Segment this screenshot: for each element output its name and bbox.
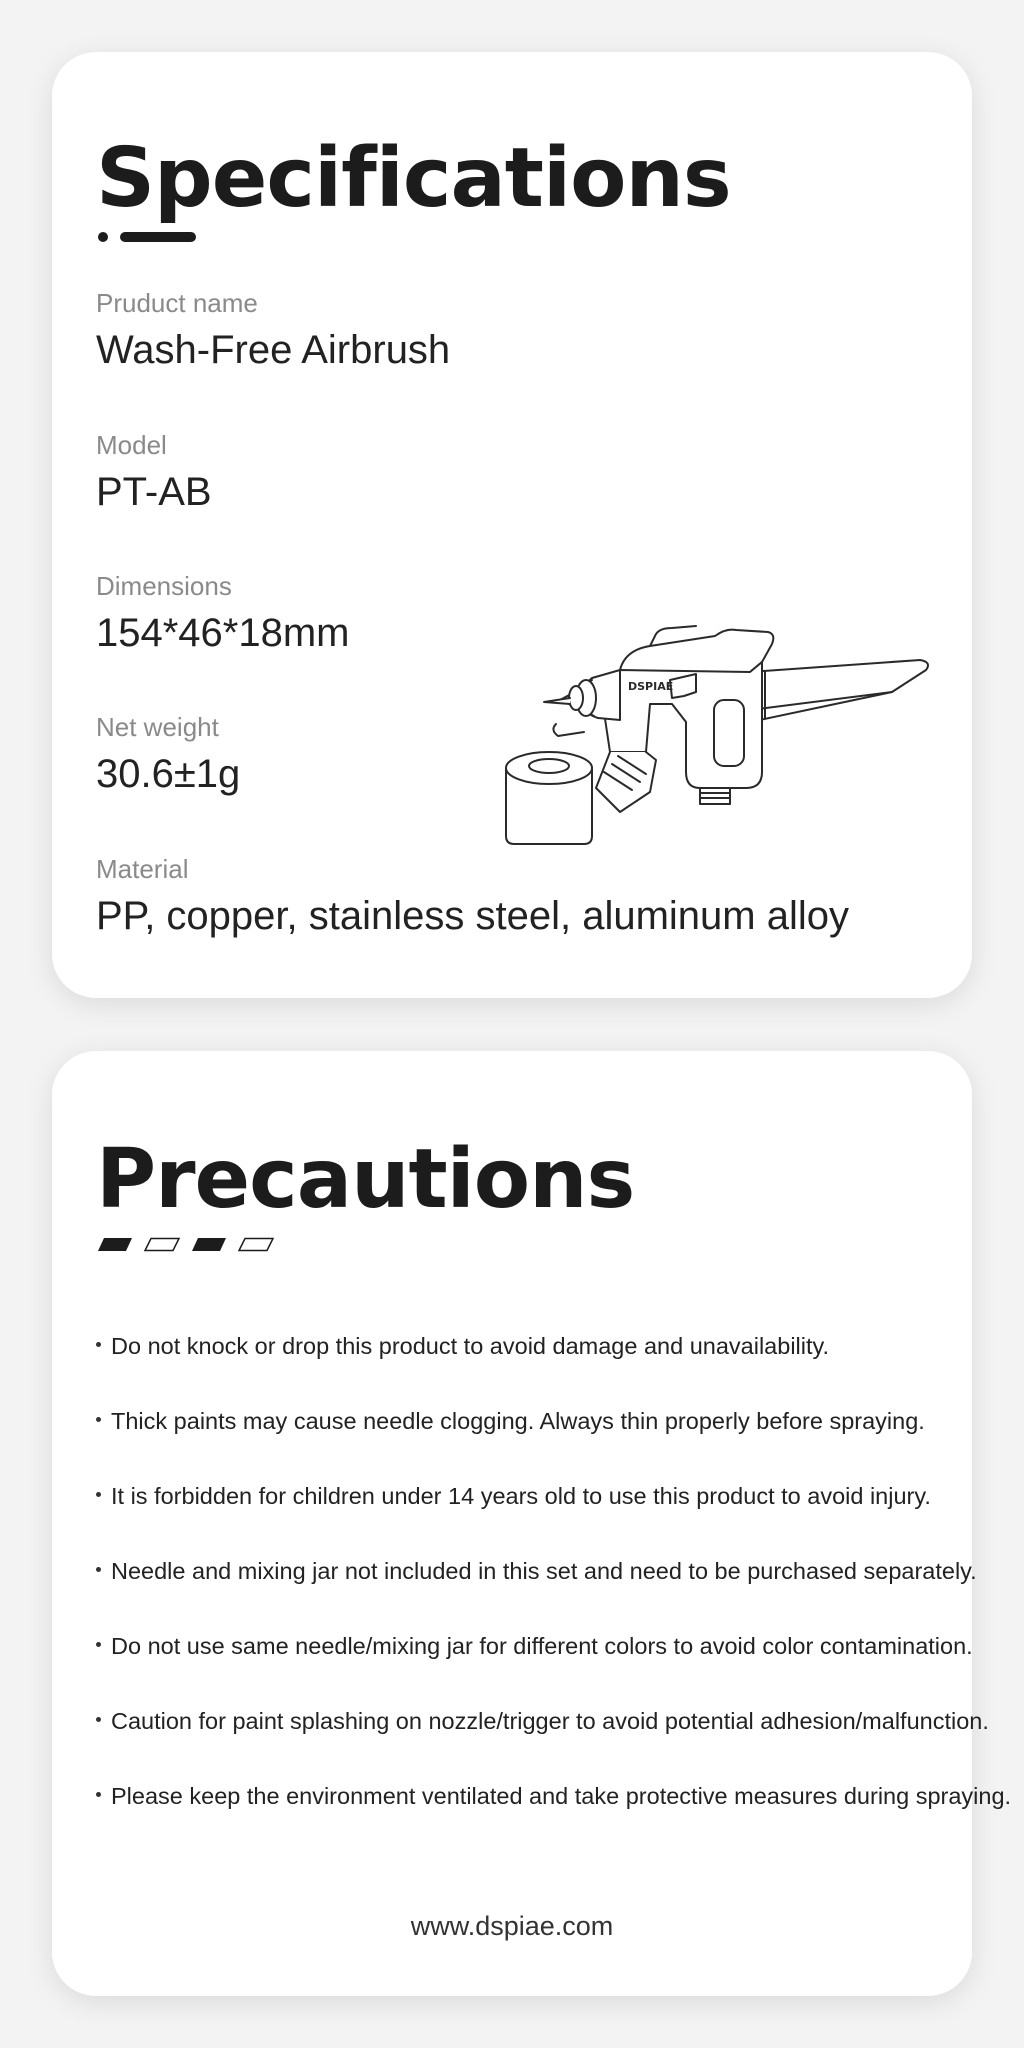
bullet-icon bbox=[96, 1792, 101, 1797]
list-item bbox=[96, 1706, 989, 1781]
spec-value-dimensions: 154*46*18mm bbox=[96, 611, 350, 655]
spec-value-net-weight: 30.6±1g bbox=[96, 752, 241, 796]
airbrush-illustration-icon bbox=[500, 592, 980, 882]
spec-label-dimensions: Dimensions bbox=[96, 571, 232, 601]
bullet-icon bbox=[96, 1417, 101, 1422]
bullet-icon bbox=[96, 1342, 101, 1347]
list-item bbox=[96, 1331, 956, 1406]
bullet-icon bbox=[96, 1717, 101, 1722]
list-item bbox=[96, 1481, 956, 1556]
spec-label-net-weight: Net weight bbox=[96, 712, 219, 742]
list-item-text: Do not use same needle/mixing jar for different colors to avoid color contamination. bbox=[111, 1633, 973, 1659]
underline-bar bbox=[120, 232, 196, 242]
precautions-list bbox=[96, 1331, 1012, 1856]
precautions-card bbox=[52, 1051, 1012, 1996]
bullet-icon bbox=[96, 1492, 101, 1497]
list-item bbox=[96, 1406, 956, 1481]
specifications-title: Specifications bbox=[96, 131, 731, 226]
spec-value-material: PP, copper, stainless steel, aluminum alloy bbox=[96, 894, 849, 938]
spec-value-model: PT-AB bbox=[96, 470, 212, 514]
list-item bbox=[96, 1781, 1012, 1856]
bullet-icon bbox=[96, 1567, 101, 1572]
list-item-text: Please keep the environment ventilated and take protective measures during spraying. bbox=[111, 1783, 1012, 1809]
spec-label-material: Material bbox=[96, 854, 189, 884]
spec-value-product-name: Wash-Free Airbrush bbox=[96, 328, 451, 372]
list-item-text: Do not knock or drop this product to avoid damage and unavailability. bbox=[111, 1333, 830, 1359]
list-item bbox=[96, 1556, 977, 1631]
specifications-card bbox=[52, 52, 972, 998]
parallelogram-decoration-icon bbox=[98, 1237, 298, 1253]
list-item-text: Needle and mixing jar not included in this set and need to be purchased separately. bbox=[111, 1558, 977, 1584]
list-item-text: It is forbidden for children under 14 years old to use this product to avoid injury. bbox=[111, 1483, 931, 1509]
website-link[interactable]: www.dspiae.com bbox=[410, 1911, 614, 1941]
bullet-icon bbox=[96, 1642, 101, 1647]
underline-dot bbox=[98, 232, 108, 242]
list-item-text: Caution for paint splashing on nozzle/trigger to avoid potential adhesion/malfunction. bbox=[111, 1708, 989, 1734]
brand-label: DSPIAE bbox=[628, 680, 674, 693]
list-item bbox=[96, 1631, 973, 1706]
spec-label-product-name: Pruduct name bbox=[96, 288, 258, 318]
spec-label-model: Model bbox=[96, 430, 167, 460]
list-item-text: Thick paints may cause needle clogging. Always thin properly before spraying. bbox=[111, 1408, 925, 1434]
precautions-title: Precautions bbox=[96, 1132, 635, 1227]
